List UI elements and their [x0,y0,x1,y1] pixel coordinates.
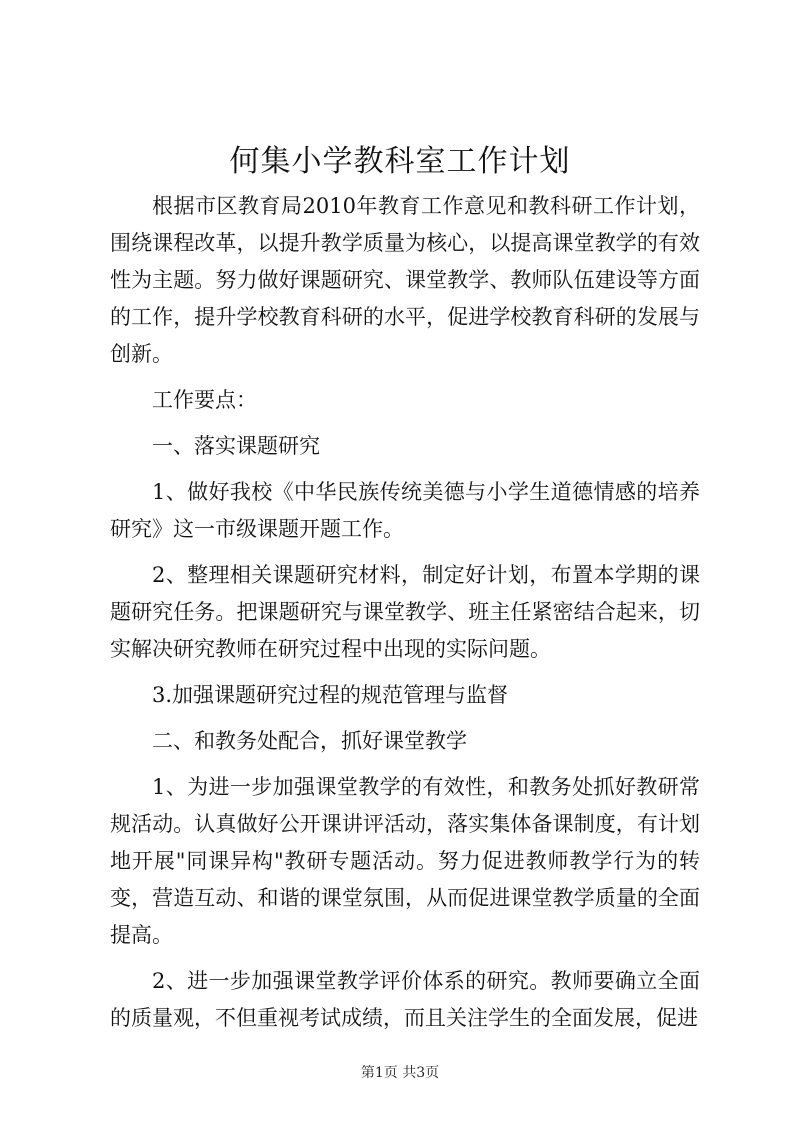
paragraph-2-1: 1、为进一步加强课堂教学的有效性，和教务处抓好教研常规活动。认真做好公开课讲评活动，落实集体备课制度，有计划地开展"同课异构"教研专题活动。努力促进教师教学行为的转变，营造互动、和谐的课堂氛围，从而促进课堂教学质量的全面提高。 [110,775,700,947]
paragraph-work-points-heading: 工作要点： [152,388,257,412]
section-heading-2: 二、和教务处配合，抓好课堂教学 [152,729,467,753]
paragraph-2-2: 2、进一步加强课堂教学评价体系的研究。教师要确立全面的质量观，不但重视考试成绩，而且关注学生的全面发展，促进 [110,969,700,1030]
paragraph-1-1: 1、做好我校《中华民族传统美德与小学生道德情感的培养研究》这一市级课题开题工作。 [110,480,700,541]
paragraph-intro: 根据市区教育局2010年教育工作意见和教科研工作计划，围绕课程改革，以提升教学质量为核心，以提高课堂教学的有效性为主题。努力做好课题研究、课堂教学、教师队伍建设等方面的工作，提升学校教育科研的水平，促进学校教育科研的发展与创新。 [110,194,700,366]
document-title: 何集小学教科室工作计划 [229,144,571,179]
paragraph-1-3: 3.加强课题研究过程的规范管理与监督 [152,683,509,707]
paragraph-1-2: 2、整理相关课题研究材料，制定好计划，布置本学期的课题研究任务。把课题研究与课堂教学、班主任紧密结合起来，切实解决研究教师在研究过程中出现的实际问题。 [110,563,700,661]
section-heading-1: 一、落实课题研究 [152,434,320,458]
document-body [110,188,700,1046]
page-number-footer: 第1页 共3页 [360,1065,440,1081]
